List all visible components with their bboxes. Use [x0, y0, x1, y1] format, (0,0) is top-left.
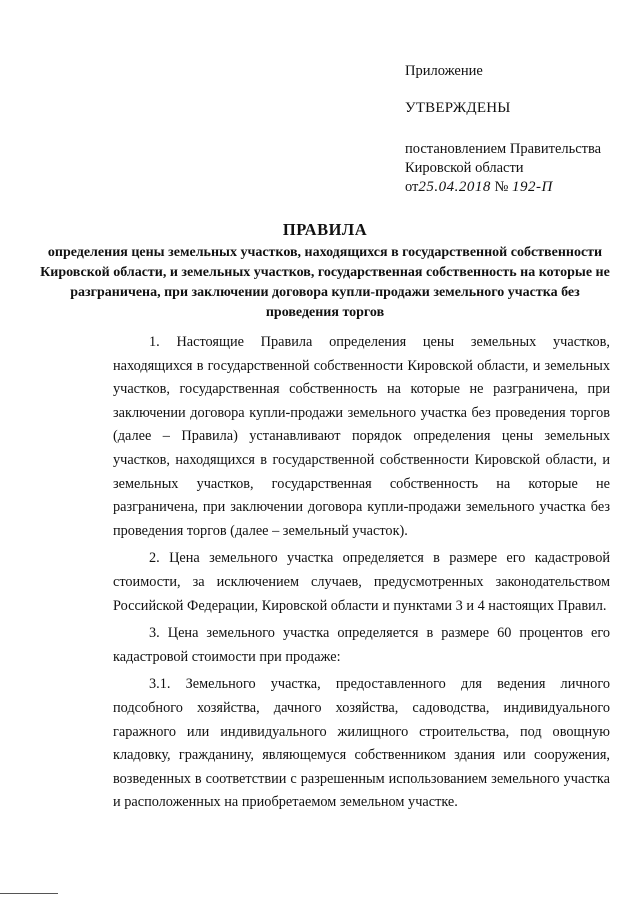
paragraph-3: 3. Цена земельного участка определяется в размере 60 процентов его кадастровой стоимости при продаже:	[113, 625, 610, 665]
paragraph-1: 1. Настоящие Правила определения цены земельных участков, находящихся в государственной собственности Кировской области, и земельных участков, государственная собственность на которые не разграничена, при заключении договора купли-продажи земельного участка без проведения торгов (далее – Правила) устанавливают порядок определения цены земельных участков, находящихся в государственной собственности Кировской области, и земельных участков, государственная собственность на которые не разграничена, при заключении договора купли-продажи земельного участка без проведения торгов (далее – земельный участок).	[113, 334, 610, 539]
decree-date-line	[405, 178, 635, 197]
handwritten-date: 25.04.2018	[418, 179, 491, 195]
document-body	[113, 331, 610, 819]
decree-reference	[405, 140, 635, 197]
paragraph-3-1: 3.1. Земельного участка, предоставленного для ведения личного подсобного хозяйства, дачного хозяйства, садоводства, индивидуального гаражного или индивидуального жилищного строительства, под овощную кладовку, гражданину, являющемуся собственником здания или сооружения, возведенных в соответствии с разрешенным использованием земельного участка и расположенных на приобретаемом земельном участке.	[113, 676, 610, 811]
decree-line-2: Кировской области	[405, 160, 524, 176]
date-prefix: от	[405, 179, 419, 195]
number-sign: №	[494, 179, 509, 195]
approved-heading: УТВЕРЖДЕНЫ	[405, 100, 511, 116]
title-heading: ПРАВИЛА	[282, 220, 368, 239]
bottom-divider	[0, 893, 58, 894]
title-subtitle: определения цены земельных участков, находящихся в государственной собственности Кировской области, и земельных участков, государственная собственность на которые не разграничена, при заключении договора купли-продажи земельного участка без проведения торгов	[40, 245, 610, 320]
handwritten-number: 192-П	[512, 179, 553, 195]
document-title	[40, 220, 610, 323]
paragraph-2: 2. Цена земельного участка определяется в размере его кадастровой стоимости, за исключением случаев, предусмотренных законодательством Российской Федерации, Кировской области и пунктами 3 и 4 настоящих Правил.	[113, 550, 610, 614]
approval-block	[405, 62, 635, 197]
decree-line-1: постановлением Правительства	[405, 141, 602, 157]
appendix-label: Приложение	[405, 63, 483, 79]
